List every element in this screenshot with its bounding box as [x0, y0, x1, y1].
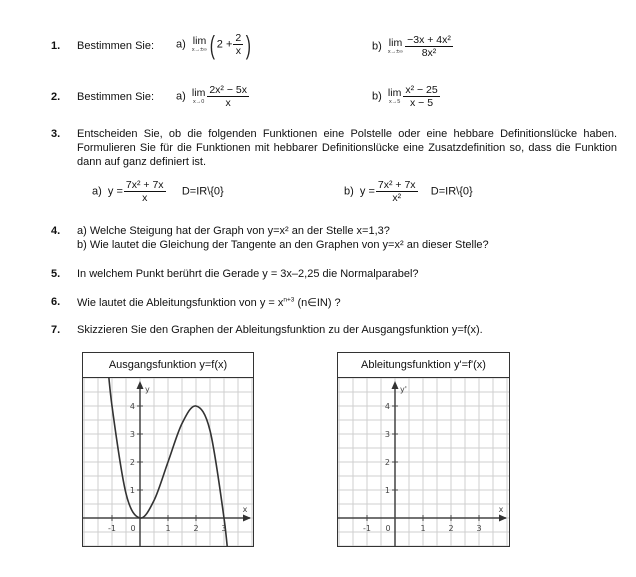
task-1-label: Bestimmen Sie: — [77, 40, 155, 52]
chart-ausgangsfunktion — [82, 352, 254, 547]
task-3a-tag: a) — [92, 185, 102, 198]
task-5-text: In welchem Punkt berührt die Gerade y = 3x–2,25 die Normalparabel? — [77, 268, 419, 280]
numerator: 7x² + 7x — [125, 179, 164, 191]
limit-operator — [388, 38, 403, 55]
task-1a-tag: a) — [176, 38, 186, 51]
task-3a-domain: D=IR\{0} — [181, 185, 224, 198]
x-tick-label: 3 — [476, 524, 482, 533]
denominator: x − 5 — [410, 97, 434, 109]
lim-sub: x→±∞ — [191, 47, 208, 53]
x-tick-label: -1 — [363, 524, 371, 533]
x-tick-label: 1 — [165, 524, 171, 533]
task-3a-lhs: y = — [107, 185, 123, 198]
y-tick-label: 4 — [129, 402, 135, 411]
task-3b-lhs: y = — [359, 185, 375, 198]
task-4-number: 4. — [51, 225, 61, 237]
task-1b-expression — [372, 34, 454, 59]
denominator: x — [225, 97, 231, 109]
task-3-number: 3. — [51, 128, 61, 140]
x-tick-label: 0 — [385, 524, 391, 533]
task-1a-pre: 2 + — [216, 38, 233, 51]
chart-title: Ausgangsfunktion y=f(x) — [83, 353, 253, 378]
chart-plot — [338, 378, 509, 546]
numerator: 2x² − 5x — [209, 84, 247, 96]
left-paren: ( — [209, 29, 216, 60]
denominator: x² — [392, 192, 402, 204]
task-3b-tag: b) — [344, 185, 354, 198]
task-1b-tag: b) — [372, 40, 382, 53]
task-2a-expression — [176, 84, 250, 109]
x-axis-label: x — [498, 505, 504, 514]
task-6-main: Wie lautet die Ableitungsfunktion von y = x — [77, 297, 284, 309]
x-tick-label: 2 — [448, 524, 454, 533]
fraction — [124, 179, 166, 204]
fraction — [207, 84, 249, 109]
y-tick-label: 4 — [384, 402, 390, 411]
lim-text: lim — [388, 37, 403, 49]
chart-ableitungsfunktion — [337, 352, 510, 547]
y-axis-arrow-icon — [392, 381, 399, 389]
task-6-text — [77, 296, 341, 309]
lim-sub: x→5 — [388, 99, 401, 105]
x-tick-label: 1 — [420, 524, 426, 533]
lim-text: lim — [387, 87, 402, 99]
task-6-tail: (n∈IN) ? — [294, 297, 341, 309]
fraction — [376, 179, 418, 204]
y-tick-label: 2 — [129, 458, 135, 467]
task-3-text: Entscheiden Sie, ob die folgenden Funktionen eine Polstelle oder eine hebbare Definitionslücke haben. Formulieren Sie für die Funktionen mit hebbarer Definitionslücke eine Zusatzdefinition so, dass die Funktion dann auf ganz definiert ist. — [77, 128, 617, 168]
y-tick-label: 3 — [129, 430, 135, 439]
x-tick-label: 3 — [221, 524, 227, 533]
task-3b-domain: D=IR\{0} — [430, 185, 473, 198]
task-4b-text: b) Wie lautet die Gleichung der Tangente an den Graphen von y=x² an dieser Stelle? — [77, 239, 489, 251]
right-paren: ) — [245, 29, 252, 60]
y-axis-label: y — [145, 385, 150, 394]
lim-sub: x→0 — [192, 99, 205, 105]
numerator: 2 — [235, 32, 242, 44]
task-1a-expression — [176, 29, 253, 60]
task-6-number: 6. — [51, 296, 61, 308]
task-1-number: 1. — [51, 40, 61, 52]
x-axis-arrow-icon — [243, 515, 251, 522]
y-tick-label: 1 — [129, 486, 135, 495]
fraction — [403, 84, 439, 109]
limit-operator — [192, 36, 207, 53]
limit-operator — [192, 88, 205, 105]
task-3b-expression — [344, 179, 473, 204]
task-2a-tag: a) — [176, 90, 186, 103]
task-3a-expression — [92, 179, 224, 204]
x-axis-arrow-icon — [499, 515, 507, 522]
numerator: 7x² + 7x — [377, 179, 416, 191]
task-2b-tag: b) — [372, 90, 382, 103]
numerator: −3x + 4x² — [407, 34, 451, 46]
x-tick-label: -1 — [108, 524, 116, 533]
task-7-text: Skizzieren Sie den Graphen der Ableitungsfunktion zu der Ausgangsfunktion y=f(x). — [77, 324, 483, 336]
task-5-number: 5. — [51, 268, 61, 280]
limit-operator — [388, 88, 401, 105]
task-6-exponent: n+3 — [283, 296, 295, 304]
lim-sub: x→±∞ — [387, 49, 404, 55]
x-axis-label: x — [242, 505, 248, 514]
task-4a-text: a) Welche Steigung hat der Graph von y=x² an der Stelle x=1,3? — [77, 225, 390, 237]
task-7-number: 7. — [51, 324, 61, 336]
y-axis-label: y' — [400, 385, 407, 394]
denominator: x — [235, 45, 241, 57]
denominator: 8x² — [421, 47, 437, 59]
fraction — [233, 32, 243, 57]
x-tick-label: 2 — [193, 524, 199, 533]
y-tick-label: 1 — [384, 486, 390, 495]
y-axis-arrow-icon — [137, 381, 144, 389]
lim-text: lim — [191, 87, 206, 99]
task-2-label: Bestimmen Sie: — [77, 91, 155, 103]
numerator: x² − 25 — [405, 84, 438, 96]
y-tick-label: 3 — [384, 430, 390, 439]
task-2-number: 2. — [51, 91, 61, 103]
denominator: x — [142, 192, 148, 204]
x-tick-label: 0 — [130, 524, 136, 533]
task-2b-expression — [372, 84, 441, 109]
fraction — [405, 34, 453, 59]
y-tick-label: 2 — [384, 458, 390, 467]
lim-text: lim — [192, 35, 207, 47]
chart-plot — [83, 378, 253, 546]
chart-title: Ableitungsfunktion y'=f'(x) — [338, 353, 509, 378]
